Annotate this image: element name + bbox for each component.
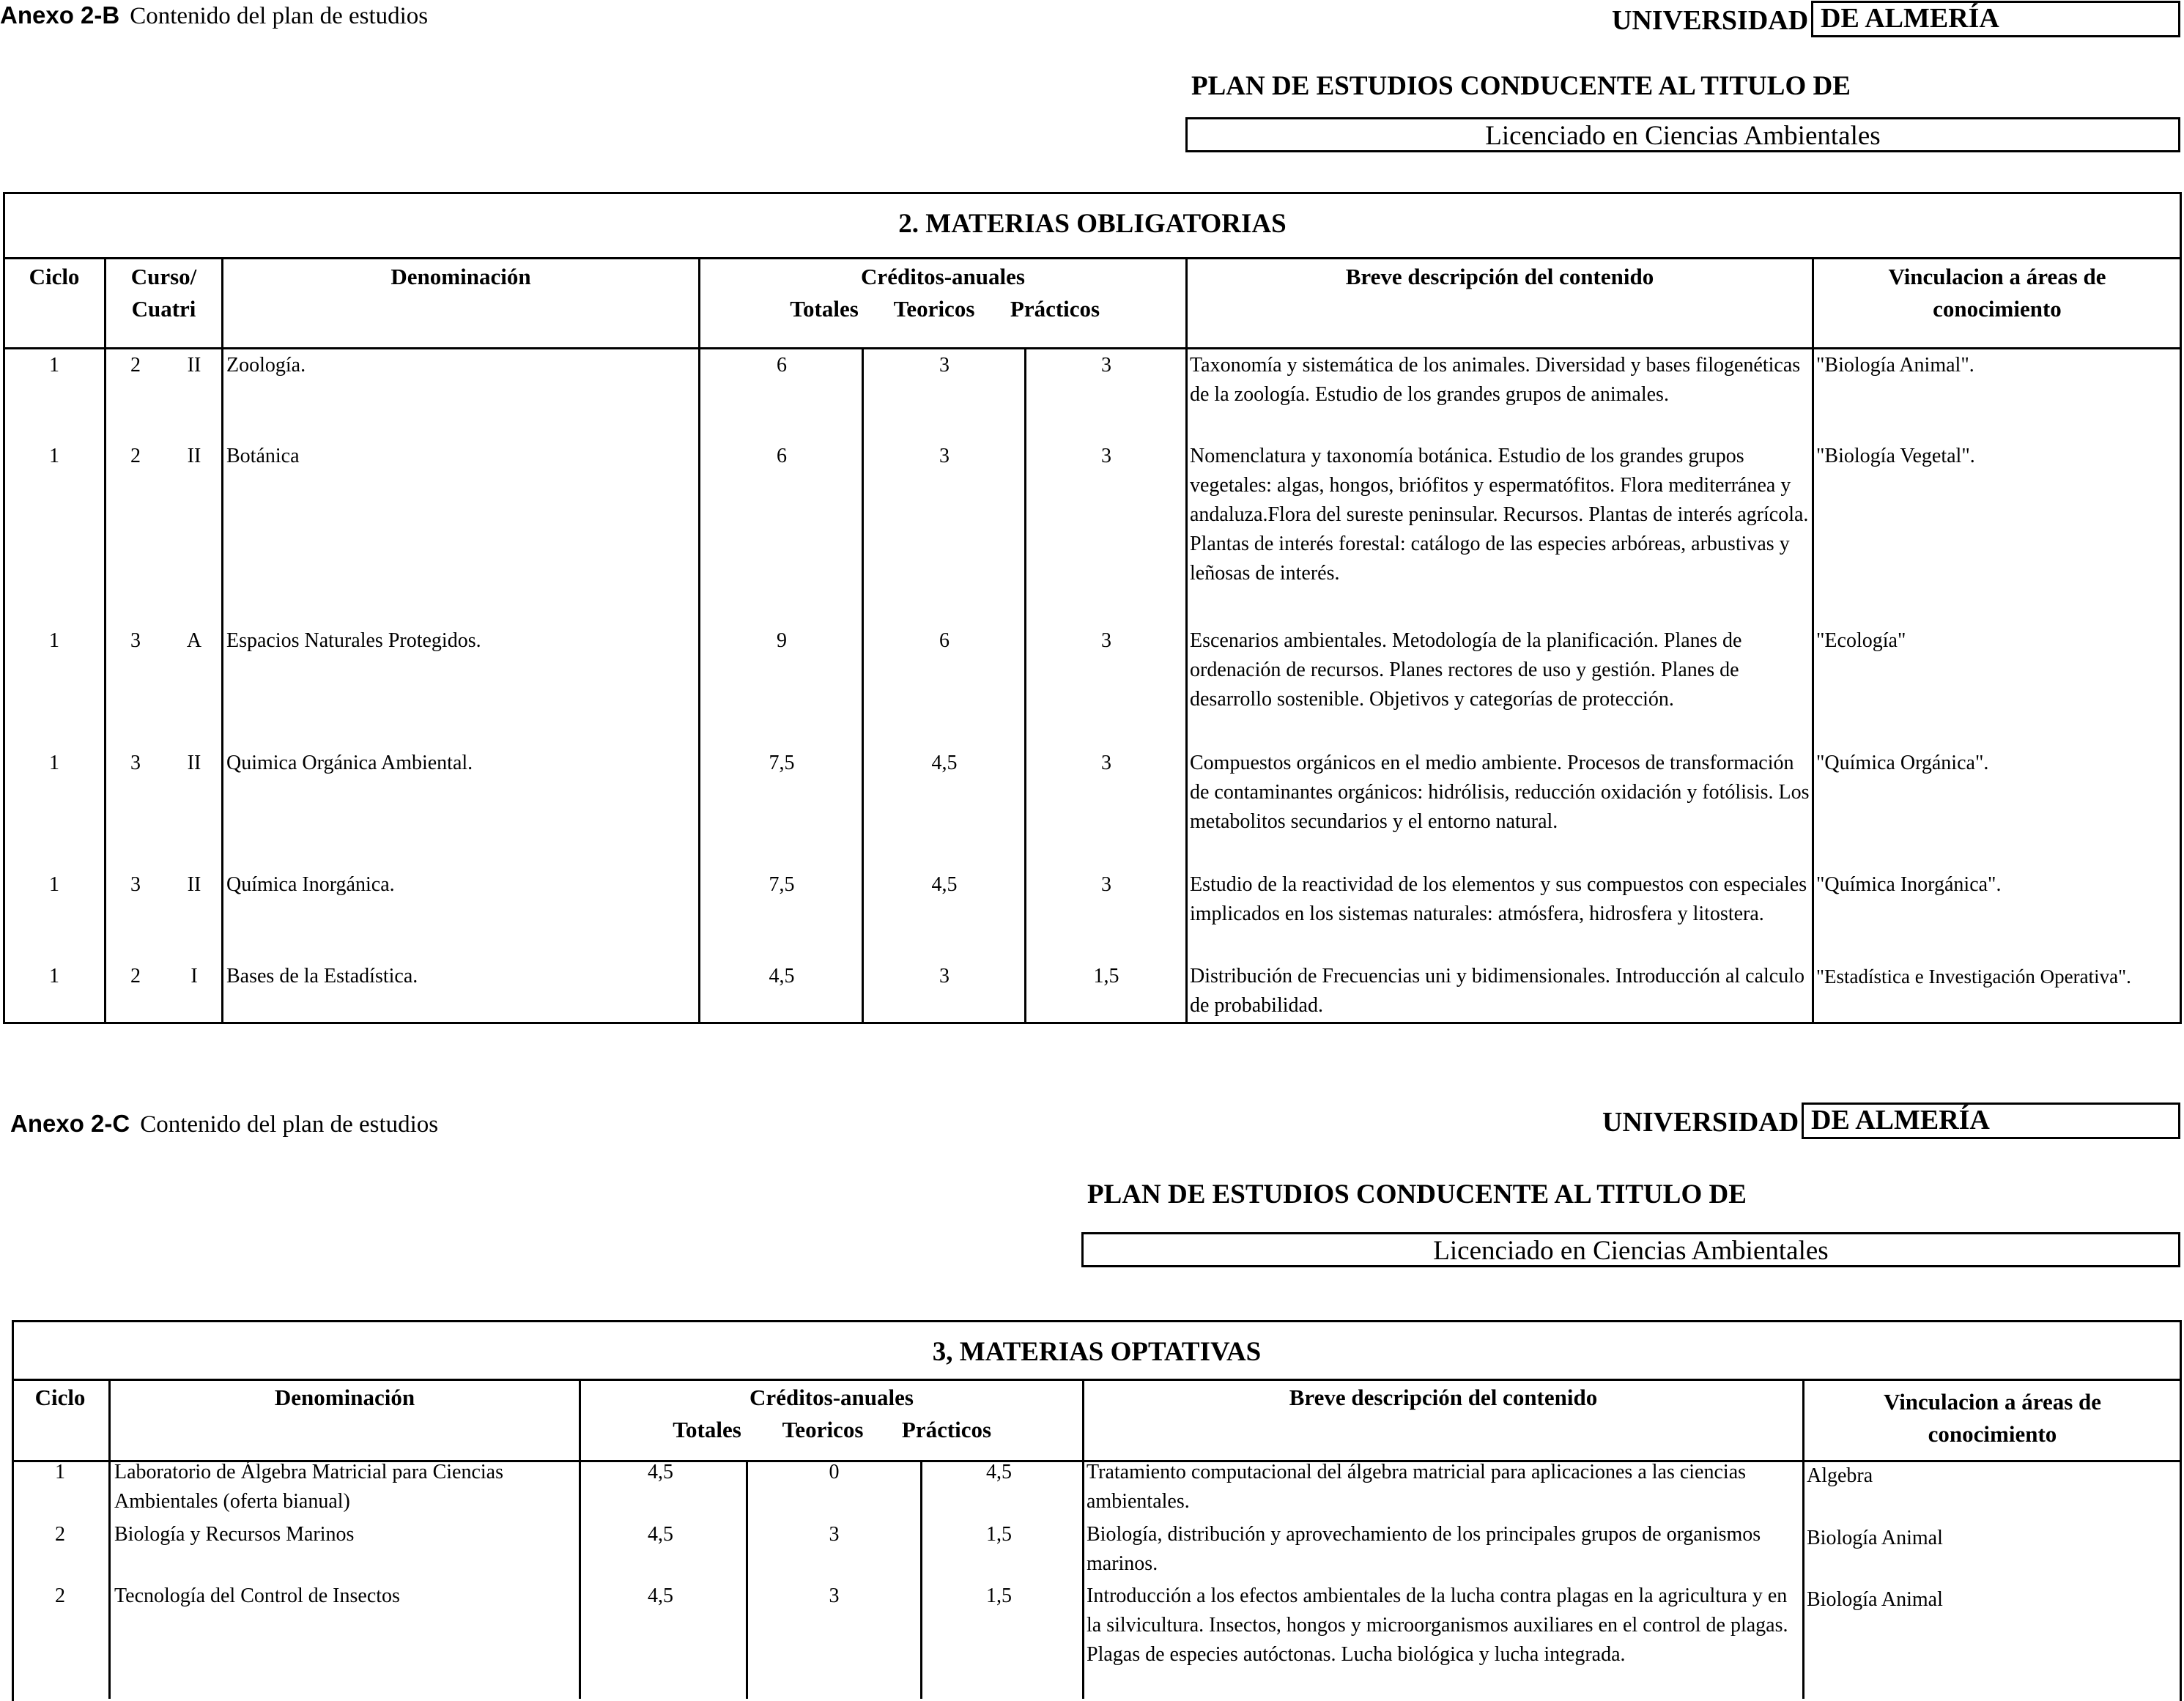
annex-c-heading [10, 1110, 438, 1138]
header-totales: Totales [790, 296, 859, 322]
table-cell-cuatri: II [187, 445, 201, 467]
table-cell-denominacion: Biología y Recursos Marinos [114, 1523, 355, 1546]
table-cell-denominacion: Bases de la Estadística. [226, 965, 418, 987]
table-cell-teoricos: 3 [829, 1523, 840, 1546]
header-teoricos: Teoricos [893, 296, 975, 322]
annex-c-universidad-label: UNIVERSIDAD [1602, 1107, 1799, 1138]
annex-b-section-title: 2. MATERIAS OBLIGATORIAS [898, 209, 1287, 239]
header-teoricos: Teoricos [782, 1417, 864, 1442]
divider [746, 1460, 748, 1699]
table-cell-practicos: 1,5 [986, 1523, 1012, 1546]
header-cuatri: Cuatri [131, 296, 196, 322]
table-cell-vinculacion: "Ecología" [1816, 629, 1906, 652]
header-practicos: Prácticos [901, 1417, 992, 1442]
table-cell-totales: 7,5 [769, 752, 795, 774]
header-denominacion: Denominación [274, 1385, 415, 1410]
divider [579, 1379, 581, 1699]
table-cell-totales: 4,5 [769, 965, 795, 987]
table-cell-practicos: 1,5 [986, 1585, 1012, 1607]
table-cell-ciclo: 2 [55, 1585, 65, 1607]
table-cell-curso: 3 [130, 629, 141, 652]
table-cell-cuatri: II [187, 873, 201, 896]
header-vinculacion-2: conocimiento [1928, 1421, 2057, 1447]
table-cell-practicos: 4,5 [986, 1461, 1012, 1483]
table-cell-denominacion: Laboratorio de Álgebra Matricial para Ciencias Ambientales (oferta bianual) [114, 1461, 503, 1513]
annex-b-universidad-label: UNIVERSIDAD [1612, 5, 1809, 36]
divider [3, 257, 2182, 259]
table-cell-ciclo: 1 [49, 354, 59, 377]
table-cell-teoricos: 4,5 [931, 873, 958, 896]
table-cell-descripcion: Nomenclatura y taxonomía botánica. Estudio de los grandes grupos vegetales: algas, hongos, briófitos y espermatófitos. Flora mediterránea y andaluza.Flora del sureste peninsular. Recursos. Plantas de interés agrícola. Plantas de interés forestal: catálogo de las especies arbóreas, arbustivas y leñosas de interés. [1190, 445, 1809, 585]
annex-c-subtitle: Contenido del plan de estudios [140, 1111, 439, 1138]
header-practicos: Prácticos [1010, 296, 1100, 322]
table-cell-ciclo: 1 [49, 629, 59, 652]
header-creditos: Créditos-anuales [749, 1385, 914, 1410]
table-cell-vinculacion: "Química Inorgánica". [1816, 873, 2002, 896]
table-cell-denominacion: Tecnología del Control de Insectos [114, 1585, 400, 1607]
table-cell-denominacion: Zoología. [226, 354, 306, 377]
annex-c-section-title: 3, MATERIAS OPTATIVAS [932, 1337, 1262, 1367]
annex-c-degree: Licenciado en Ciencias Ambientales [1081, 1232, 2180, 1267]
table-cell-ciclo: 1 [49, 752, 59, 774]
divider [1024, 347, 1026, 1024]
annex-c-plan-title: PLAN DE ESTUDIOS CONDUCENTE AL TITULO DE [1087, 1179, 1747, 1209]
divider [3, 347, 2182, 349]
table-cell-descripcion: Biología, distribución y aprovechamiento de los principales grupos de organismos marinos. [1087, 1523, 1761, 1575]
table-cell-ciclo: 1 [55, 1461, 65, 1483]
table-cell-curso: 2 [130, 445, 141, 467]
annex-c-code: Anexo 2-C [10, 1110, 130, 1137]
annex-b-plan-title: PLAN DE ESTUDIOS CONDUCENTE AL TITULO DE [1191, 71, 1851, 101]
table-cell-ciclo: 2 [55, 1523, 65, 1546]
table-cell-practicos: 3 [1101, 445, 1111, 467]
table-cell-vinculacion: "Biología Animal". [1816, 354, 1974, 377]
table-cell-totales: 4,5 [648, 1585, 673, 1607]
table-cell-curso: 3 [130, 752, 141, 774]
table-cell-practicos: 3 [1101, 629, 1111, 652]
table-cell-denominacion: Espacios Naturales Protegidos. [226, 629, 481, 652]
annex-b-heading [0, 1, 428, 30]
table-cell-vinculacion: "Biología Vegetal". [1816, 445, 1975, 467]
divider [12, 1379, 2182, 1381]
table-cell-descripcion: Estudio de la reactividad de los elementos y sus compuestos con especiales implicados en los sistemas naturales: atmósfera, hidrosfera y litostera. [1190, 873, 1807, 925]
header-denominacion: Denominación [390, 264, 531, 289]
table-cell-curso: 3 [130, 873, 141, 896]
header-vinculacion: Vinculacion a áreas de [1888, 264, 2106, 289]
table-cell-descripcion: Escenarios ambientales. Metodología de la planificación. Planes de ordenación de recursos. Planes rectores de uso y gestión. Planes de desarrollo sostenible. Objetivos y categorías de protección. [1190, 629, 1742, 711]
table-cell-practicos: 3 [1101, 873, 1111, 896]
divider [1082, 1379, 1084, 1699]
table-cell-totales: 4,5 [648, 1461, 673, 1483]
table-cell-vinculacion: "Química Orgánica". [1816, 752, 1989, 774]
table-cell-teoricos: 3 [939, 445, 950, 467]
table-cell-denominacion: Química Inorgánica. [226, 873, 395, 896]
table-cell-vinculacion: Biología Animal [1807, 1588, 1943, 1611]
table-cell-descripcion: Introducción a los efectos ambientales de la lucha contra plagas en la agricultura y en la silvicultura. Insectos, hongos y microorganismos auxiliares en el control de plagas. Plagas de especies autóctonas. Lucha biológica y lucha integrada. [1087, 1585, 1788, 1666]
table-cell-curso: 2 [130, 965, 141, 987]
table-cell-totales: 7,5 [769, 873, 795, 896]
header-ciclo: Ciclo [29, 264, 80, 289]
header-descripcion: Breve descripción del contenido [1345, 264, 1654, 289]
table-cell-cuatri: II [187, 354, 201, 377]
annex-b-subtitle: Contenido del plan de estudios [130, 3, 429, 29]
annex-b-universidad-value: DE ALMERÍA [1811, 1, 2180, 37]
divider [1812, 257, 1814, 1024]
header-creditos: Créditos-anuales [861, 264, 1025, 289]
table-cell-practicos: 1,5 [1093, 965, 1119, 987]
table-cell-vinculacion: Algebra [1807, 1464, 1873, 1487]
annex-b-degree: Licenciado en Ciencias Ambientales [1185, 117, 2180, 152]
table-cell-totales: 9 [777, 629, 787, 652]
table-cell-ciclo: 1 [49, 965, 59, 987]
table-cell-descripcion: Tratamiento computacional del álgebra matricial para aplicaciones a las ciencias ambientales. [1087, 1461, 1747, 1513]
table-cell-cuatri: I [190, 965, 198, 987]
header-descripcion: Breve descripción del contenido [1289, 1385, 1598, 1410]
header-totales: Totales [673, 1417, 741, 1442]
table-cell-practicos: 3 [1101, 354, 1111, 377]
table-cell-denominacion: Botánica [226, 445, 300, 467]
table-cell-descripcion: Taxonomía y sistemática de los animales. Diversidad y bases filogenéticas de la zoología. Estudio de los grandes grupos de animales. [1190, 354, 1801, 406]
table-cell-vinculacion: Biología Animal [1807, 1527, 1943, 1549]
table-cell-practicos: 3 [1101, 752, 1111, 774]
header-vinculacion: Vinculacion a áreas de [1883, 1389, 2102, 1415]
divider [920, 1460, 922, 1699]
table-cell-vinculacion: "Estadística e Investigación Operativa". [1816, 966, 2131, 987]
divider [698, 257, 700, 1024]
annex-c-universidad-value: DE ALMERÍA [1802, 1102, 2180, 1139]
table-cell-teoricos: 0 [829, 1461, 840, 1483]
table-cell-teoricos: 3 [829, 1585, 840, 1607]
table-cell-ciclo: 1 [49, 445, 59, 467]
table-cell-cuatri: A [186, 629, 202, 652]
header-curso: Curso/ [130, 264, 197, 289]
table-cell-totales: 4,5 [648, 1523, 673, 1546]
divider [862, 347, 864, 1024]
table-cell-denominacion: Quimica Orgánica Ambiental. [226, 752, 473, 774]
table-cell-teoricos: 6 [939, 629, 950, 652]
divider [1185, 257, 1188, 1024]
header-ciclo: Ciclo [34, 1385, 86, 1410]
header-vinculacion-2: conocimiento [1933, 296, 2062, 322]
annex-b-code: Anexo 2-B [0, 1, 120, 29]
table-cell-totales: 6 [777, 445, 787, 467]
table-cell-descripcion: Compuestos orgánicos en el medio ambiente. Procesos de transformación de contaminantes orgánicos: hidrólisis, reducción oxidación y fotólisis. Los metabolitos secundarios y el entorno natural. [1190, 752, 1810, 833]
divider [108, 1379, 111, 1699]
table-cell-teoricos: 3 [939, 354, 950, 377]
table-cell-teoricos: 3 [939, 965, 950, 987]
table-cell-descripcion: Distribución de Frecuencias uni y bidimensionales. Introducción al calculo de probabilidad. [1190, 965, 1804, 1017]
table-cell-totales: 6 [777, 354, 787, 377]
divider [221, 257, 223, 1024]
table-cell-ciclo: 1 [49, 873, 59, 896]
table-cell-cuatri: II [187, 752, 201, 774]
table-cell-teoricos: 4,5 [931, 752, 958, 774]
table-cell-curso: 2 [130, 354, 141, 377]
